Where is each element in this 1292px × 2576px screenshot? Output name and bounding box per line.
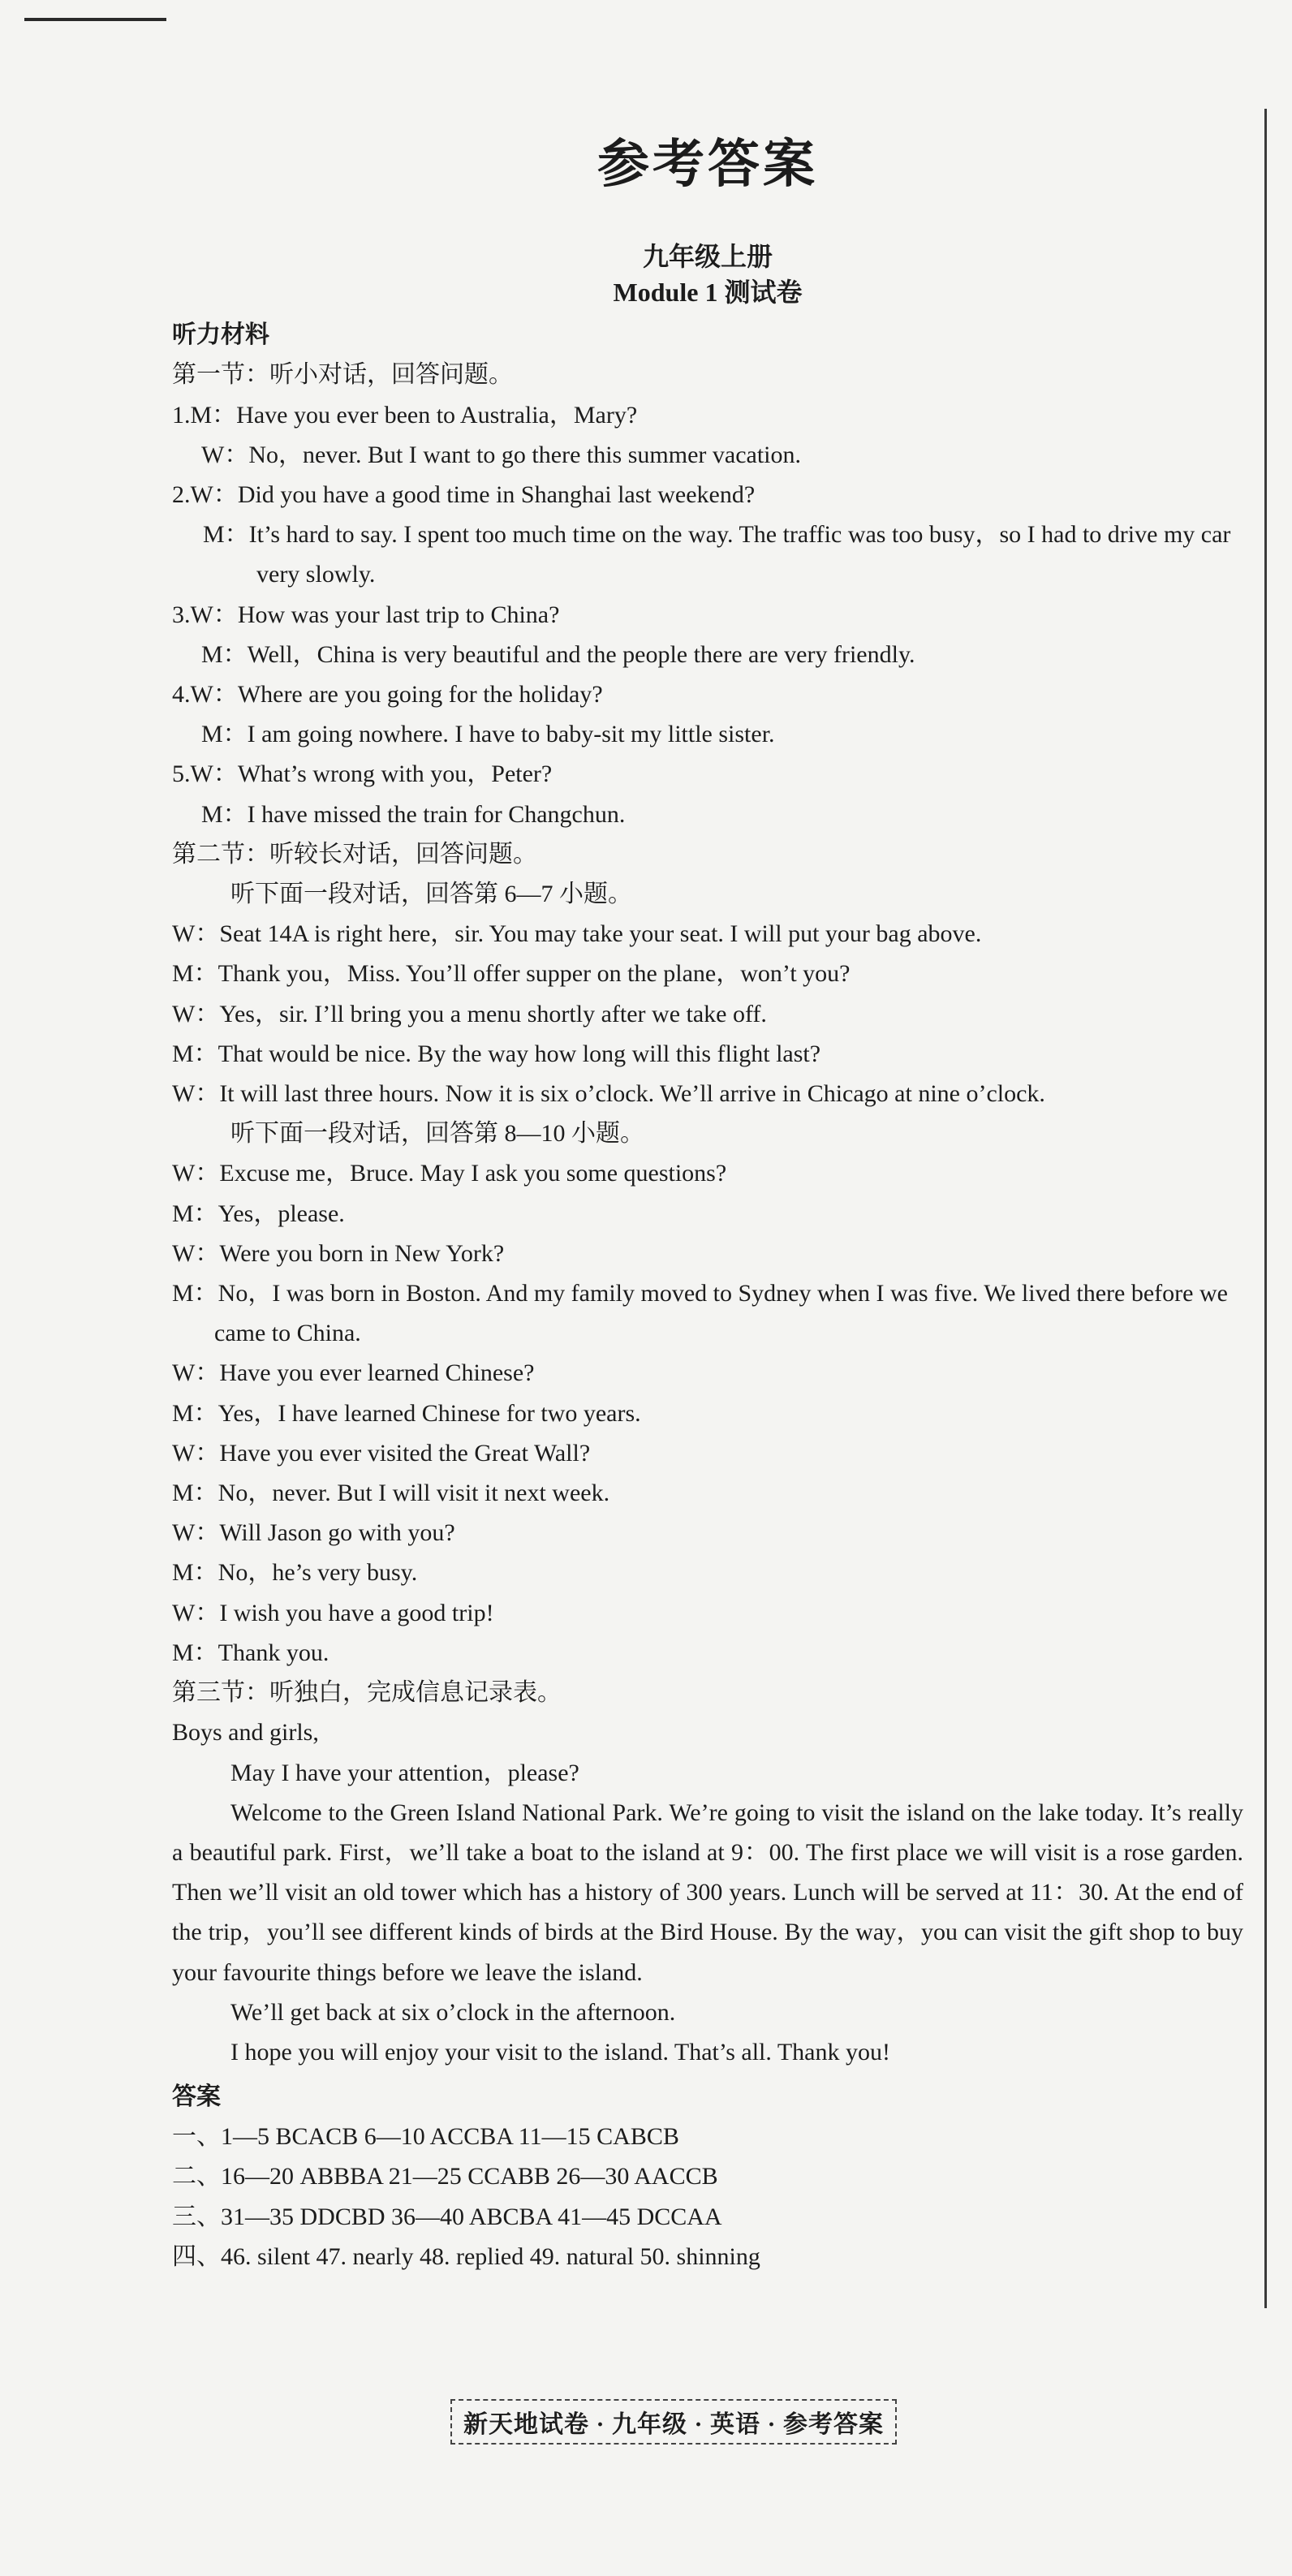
part2-heading: 第二节：听较长对话，回答问题。 — [172, 840, 537, 868]
dialog-line: W：Will Jason go with you? — [172, 1519, 455, 1547]
monologue-paragraph: I hope you will enjoy your visit to the island. That’s all. Thank you! — [230, 2038, 890, 2066]
monologue-paragraph: Welcome to the Green Island National Park. We’re going to visit the island on the lake today. It’s really a beautiful park. First，we’ll take a boat to the island at 9：00. The first place we will visit is a rose garden. Then we’ll visit an old tower which has a history of 300 years. Lunch will be served at 11：30. At the end of the trip，you’ll see different kinds of birds at the Bird House. By the way，you can visit the gift shop to buy your favourite things before we leave the island. — [172, 1798, 1243, 1986]
dialog-line: W：Excuse me，Bruce. May I ask you some questions? — [172, 1160, 727, 1187]
dialog-line: M：No，he’s very busy. — [172, 1559, 418, 1587]
dialog-line: M：That would be nice. By the way how long will this flight last? — [172, 1040, 821, 1067]
answer-row: 四、46. silent 47. nearly 48. replied 49. natural 50. shinning — [172, 2242, 760, 2270]
dialog-line: 2.W：Did you have a good time in Shanghai last weekend? — [172, 481, 756, 508]
answer-page — [172, 122, 1243, 2277]
dialog-line: W：Seat 14A is right here，sir. You may take your seat. I will put your bag above. — [172, 920, 982, 948]
dialog-line: M：Yes，I have learned Chinese for two years. — [172, 1399, 641, 1427]
part2-intro: 听下面一段对话，回答第 6—7 小题。 — [230, 881, 632, 908]
part2-intro: 听下面一段对话，回答第 8—10 小题。 — [230, 1120, 644, 1148]
dialog-line: W：Were you born in New York? — [172, 1239, 505, 1267]
dialog-line: 3.W：How was your last trip to China? — [172, 601, 560, 628]
dialog-line: W：It will last three hours. Now it is six o’clock. We’ll arrive in Chicago at nine o’clock. — [172, 1080, 1045, 1108]
footer-label: 新天地试卷 · 九年级 · 英语 · 参考答案 — [450, 2399, 897, 2445]
dialog-line: M：Thank you，Miss. You’ll offer supper on the plane，won’t you? — [172, 960, 851, 988]
section-listening-heading: 听力材料 — [172, 321, 269, 349]
dialog-line: W：Have you ever learned Chinese? — [172, 1359, 535, 1387]
answer-row: 一、1—5 BCACB 6—10 ACCBA 11—15 CABCB — [172, 2123, 679, 2151]
monologue-greeting: Boys and girls, — [172, 1719, 319, 1747]
dialog-line: M：It’s hard to say. I spent too much time on the way. The traffic was too busy，so I had to drive my car very slowly. — [203, 521, 1231, 588]
dialog-line: M：Well，China is very beautiful and the people there are very friendly. — [201, 640, 915, 668]
answer-row: 二、16—20 ABBBA 21—25 CCABB 26—30 AACCB — [172, 2163, 718, 2190]
monologue-paragraph: We’ll get back at six o’clock in the afternoon. — [230, 1998, 676, 2026]
monologue-paragraph: May I have your attention，please? — [230, 1759, 579, 1786]
subtitle-module: Module 1 测试卷 — [613, 278, 803, 308]
dialog-line: W：Yes，sir. I’ll bring you a menu shortly after we take off. — [172, 1000, 767, 1027]
answers-heading: 答案 — [172, 2083, 221, 2111]
dialog-line: W：No，never. But I want to go there this summer vacation. — [201, 441, 801, 468]
dialog-line: 1.M：Have you ever been to Australia，Mary? — [172, 401, 638, 429]
part3-heading: 第三节：听独白，完成信息记录表。 — [172, 1679, 562, 1707]
dialog-line: 5.W：What’s wrong with you，Peter? — [172, 760, 553, 788]
dialog-line: W：I wish you have a good trip! — [172, 1599, 494, 1626]
subtitle-grade: 九年级上册 — [642, 242, 773, 272]
dialog-line: M：I am going nowhere. I have to baby-sit my little sister. — [201, 721, 775, 748]
dialog-line: M：I have missed the train for Changchun. — [201, 800, 626, 828]
dialog-line: 4.W：Where are you going for the holiday? — [172, 681, 603, 709]
dialog-line: W：Have you ever visited the Great Wall? — [172, 1439, 591, 1467]
answer-row: 三、31—35 DDCBD 36—40 ABCBA 41—45 DCCAA — [172, 2203, 722, 2230]
dialog-line: M：No，never. But I will visit it next week. — [172, 1480, 610, 1507]
dialog-line: M：Thank you. — [172, 1639, 329, 1666]
dialog-line: M：Yes，please. — [172, 1200, 345, 1227]
dialog-line: M：No，I was born in Boston. And my family moved to Sydney when I was five. We lived there before we came to China. — [172, 1280, 1228, 1347]
page-title: 参考答案 — [597, 136, 818, 193]
margin-rule — [1264, 109, 1267, 2308]
top-rule — [24, 18, 166, 21]
part1-heading: 第一节：听小对话，回答问题。 — [172, 361, 513, 389]
